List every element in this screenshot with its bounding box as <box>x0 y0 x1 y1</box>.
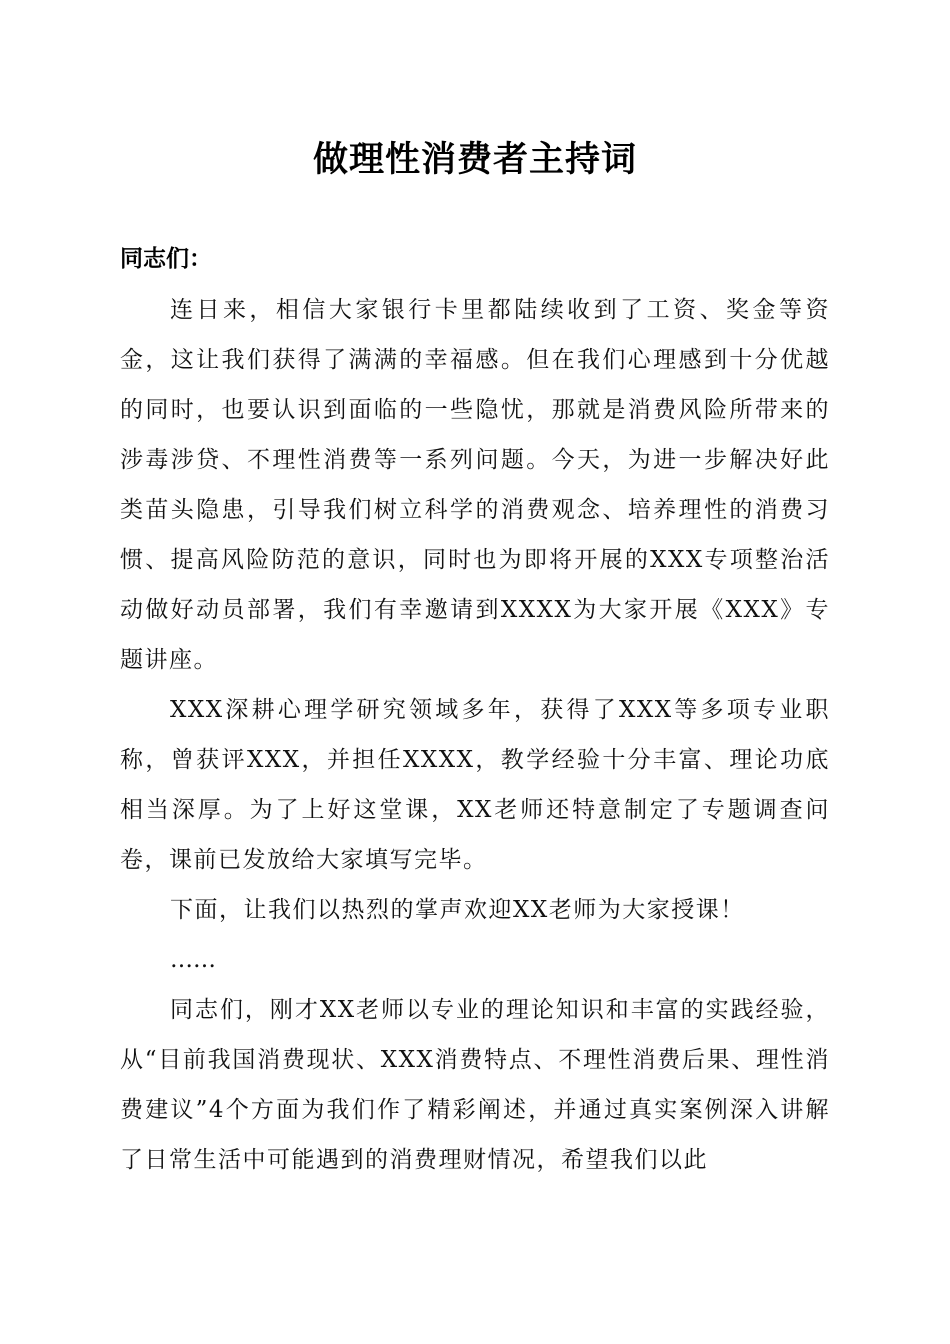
document-body <box>120 233 830 1185</box>
paragraph-welcome: 下面，让我们以热烈的掌声欢迎XX老师为大家授课！ <box>170 897 745 923</box>
paragraph-speaker-bio: XXX深耕心理学研究领域多年，获得了XXX等多项专业职称，曾获评XXX，并担任XXXX，教学经验十分丰富、理论功底相当深厚。为了上好这堂课，XX老师还特意制定了专题调查问卷，课前已发放给大家填写完毕。 <box>120 697 830 873</box>
paragraph-closing: 同志们，刚才XX老师以专业的理论知识和丰富的实践经验，从“目前我国消费现状、XXX消费特点、不理性消费后果、理性消费建议”4个方面为我们作了精彩阐述，并通过真实案例深入讲解了日常生活中可能遇到的消费理财情况，希望我们以此 <box>120 997 830 1173</box>
ellipsis-separator: …… <box>170 947 216 973</box>
document-title: 做理性消费者主持词 <box>312 140 637 180</box>
salutation: 同志们： <box>120 246 212 272</box>
paragraph-intro: 连日来，相信大家银行卡里都陆续收到了工资、奖金等资金，这让我们获得了满满的幸福感。但在我们心理感到十分优越的同时，也要认识到面临的一些隐忧，那就是消费风险所带来的涉毒涉贷、不理性消费等一系列问题。今天，为进一步解决好此类苗头隐患，引导我们树立科学的消费观念、培养理性的消费习惯、提高风险防范的意识，同时也为即将开展的XXX专项整治活动做好动员部署，我们有幸邀请到XXXX为大家开展《XXX》专题讲座。 <box>120 297 830 673</box>
